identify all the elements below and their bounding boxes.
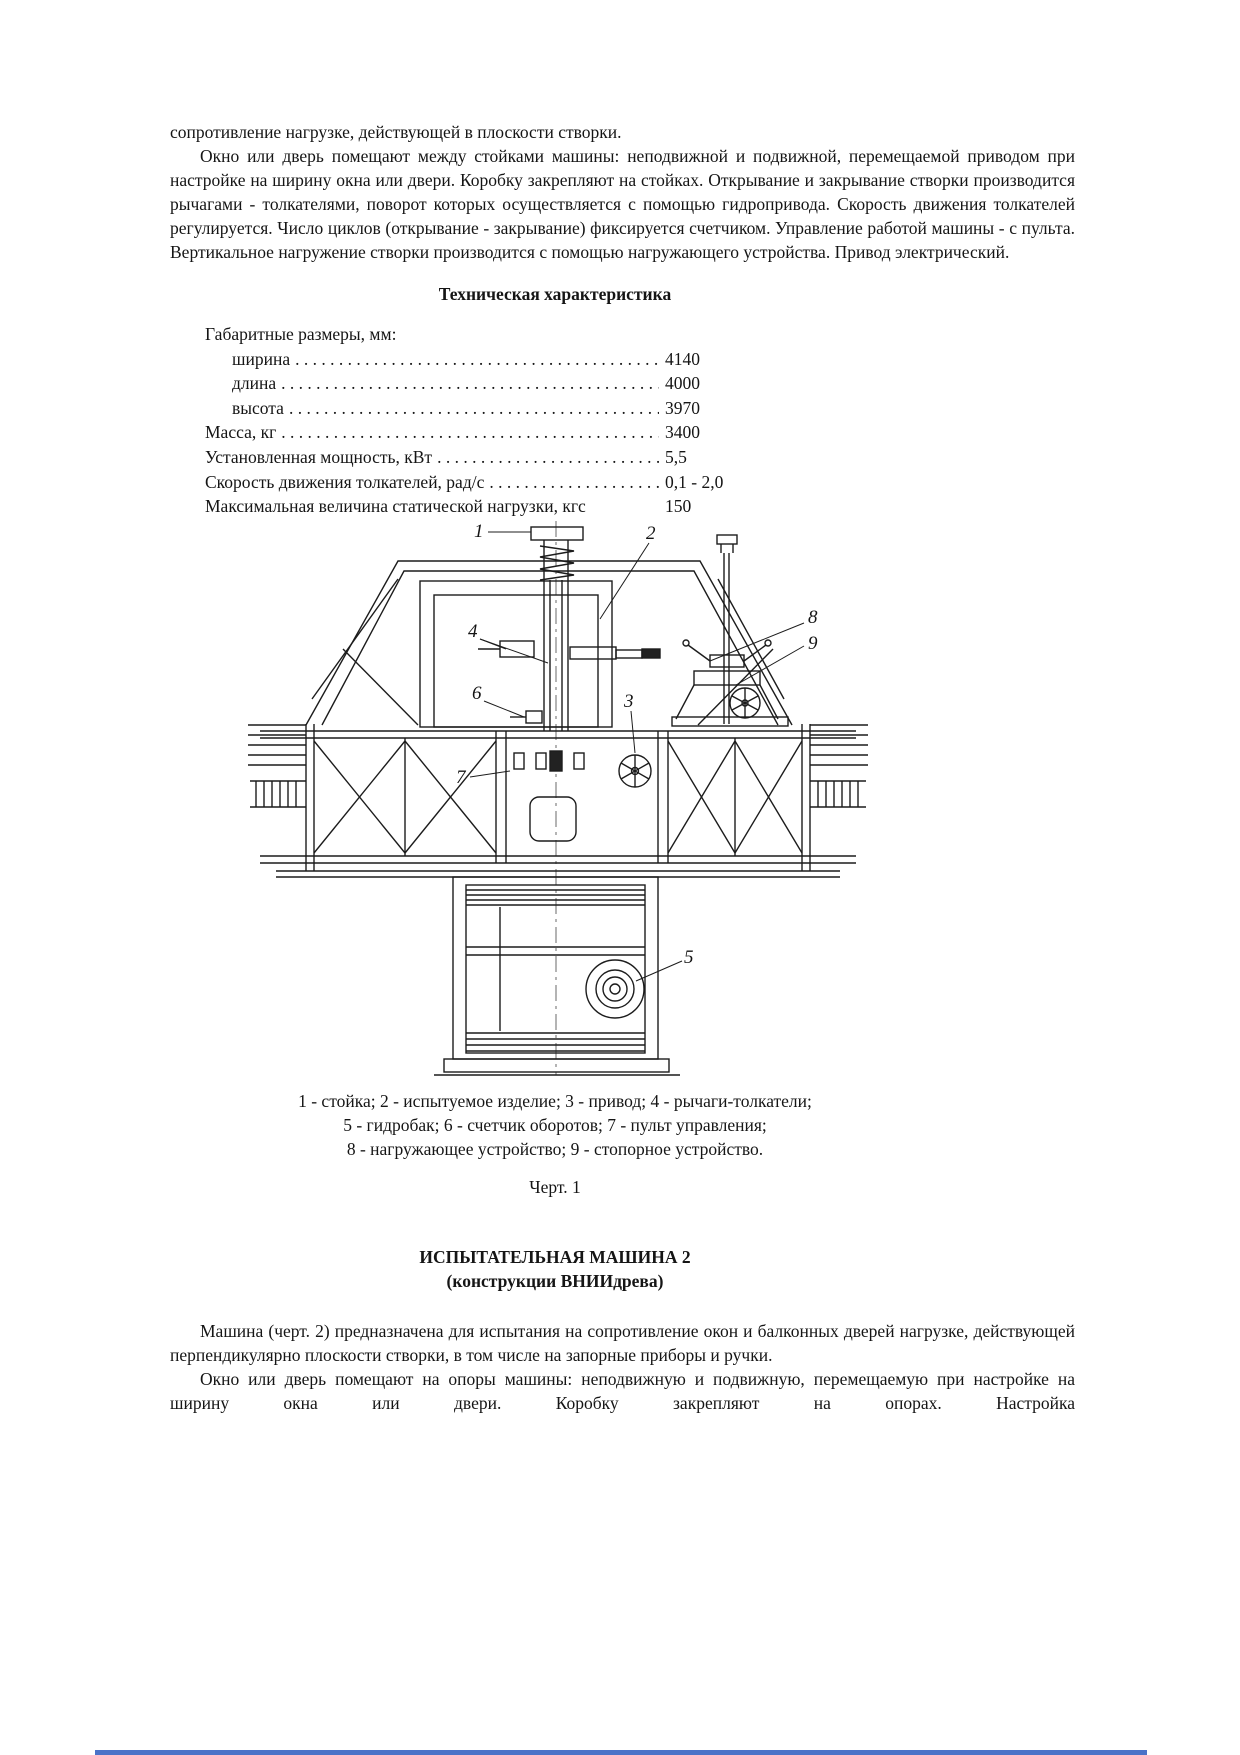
callout-7: 7 [456,766,466,788]
callout-6: 6 [472,682,482,704]
spec-label: длина [232,373,277,394]
spec-label: Максимальная величина статической нагрузки, кгс [205,496,586,517]
spec-table [205,322,780,519]
figure-caption [170,1089,940,1161]
spec-row-mass [205,420,780,445]
callout-1: 1 [474,520,484,542]
callout-2: 2 [646,522,656,544]
dot-leader [281,420,659,445]
section2-subtitle: (конструкции ВНИИдрева) [446,1270,664,1291]
intro-line: сопротивление нагрузке, действующей в плоскости створки. [170,122,622,142]
caption-line-1: 1 - стойка; 2 - испытуемое изделие; 3 - привод; 4 - рычаги-толкатели; [298,1090,812,1111]
spec-label: Масса, кг [205,422,277,443]
caption-line-3: 8 - нагружающее устройство; 9 - стопорное устройство. [346,1138,764,1159]
dot-leader [281,371,659,396]
spec-row-speed [205,470,780,495]
spec-value: 150 [665,496,692,517]
callout-9: 9 [808,632,818,654]
callout-8: 8 [808,606,818,628]
section2-title-wrap [170,1245,940,1293]
figure-1 [248,519,868,1079]
spec-label: Скорость движения толкателей, рад/с [205,471,485,492]
machine-drawing [248,519,868,1079]
spec-label: ширина [232,348,291,369]
spec-row-height [205,396,780,421]
callout-5: 5 [684,946,694,968]
spec-value: 0,1 - 2,0 [665,471,724,492]
spec-value: 3400 [665,422,700,443]
dot-leader [489,470,659,495]
spec-group-row [205,322,780,347]
dot-leader [295,347,659,372]
tech-heading-wrap [170,282,940,306]
callout-4: 4 [468,620,478,642]
section2-title: ИСПЫТАТЕЛЬНАЯ МАШИНА 2 [419,1246,691,1267]
page-content [170,120,1075,1415]
spec-row-width [205,347,780,372]
spec-label: высота [232,397,284,418]
paragraph-machine2-setup: Окно или дверь помещают на опоры машины: неподвижную и подвижную, перемещаемую при настройке на ширину окна или двери. Коробку закрепляют на опорах. Настройка [170,1368,1075,1413]
spec-value: 4140 [665,348,700,369]
spec-value: 3970 [665,397,700,418]
callout-3: 3 [624,690,634,712]
spec-row-power [205,445,780,470]
dot-leader [437,445,659,470]
tech-characteristics-heading: Техническая характеристика [438,284,672,304]
spec-row-max-load [205,494,780,519]
bottom-edge-bar [95,1750,1147,1755]
spec-label: Установленная мощность, кВт [205,446,433,467]
spec-group-label: Габаритные размеры, мм: [205,324,397,344]
spec-value: 5,5 [665,446,687,467]
spec-value: 4000 [665,373,700,394]
spec-row-length [205,371,780,396]
dot-leader [289,396,659,421]
paragraph-machine1: Окно или дверь помещают между стойками машины: неподвижной и подвижной, перемещаемой приводом при настройке на ширину окна или двери. Коробку закрепляют на стойках. Открывание и закрывание створки производится рычагами - толкателями, поворот которых осуществляется с помощью гидропривода. Скорость движения толкателей регулируется. Число циклов (открывание - закрывание) фиксируется счетчиком. Управление работой машины - с пульта. Вертикальное нагружение створки производится с помощью нагружающего устройства. Привод электрический. [170,146,1075,262]
caption-line-2: 5 - гидробак; 6 - счетчик оборотов; 7 - пульт управления; [343,1114,767,1135]
figure-number-label: Черт. 1 [529,1176,581,1197]
paragraph-machine2-purpose: Машина (черт. 2) предназначена для испытания на сопротивление окон и балконных дверей нагрузке, действующей перпендикулярно плоскости створки, в том числе на запорные приборы и ручки. [170,1320,1075,1365]
